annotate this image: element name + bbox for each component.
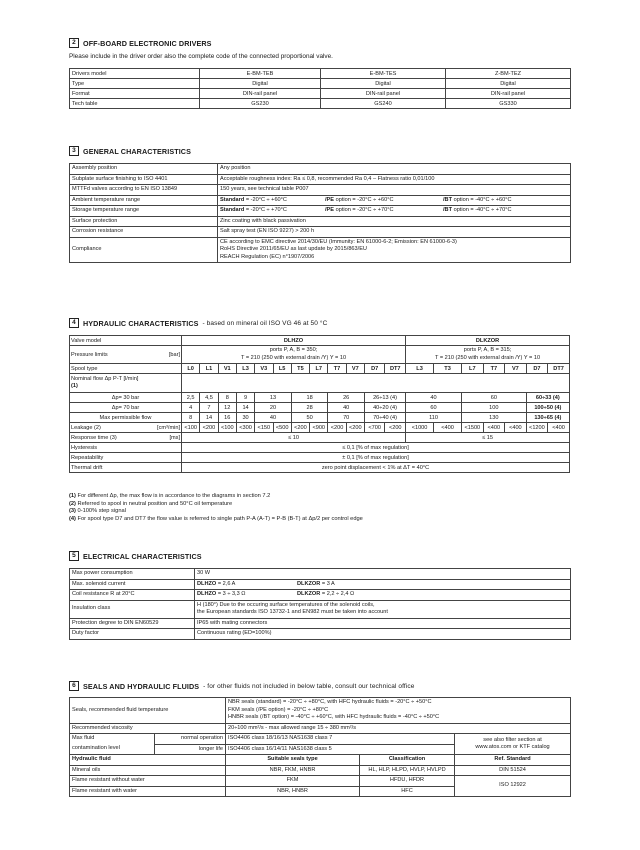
model-dlhzo: DLHZO (182, 336, 406, 346)
table-row (70, 185, 571, 196)
cell: 100 (462, 403, 527, 413)
row-label: Surface protection (70, 216, 218, 227)
pressure-line: T = 210 (250 with external drain /Y) Y = 10 (434, 354, 541, 361)
cell (455, 734, 571, 755)
cell (182, 346, 406, 364)
cell: ≤ 10 (182, 433, 406, 443)
cell: E-BM-TES (321, 69, 446, 79)
spool-type: D7 (526, 364, 548, 374)
cell: HFC (360, 786, 455, 797)
table-row (70, 69, 571, 79)
cell: Mineral oils (70, 765, 226, 776)
section-title: SEALS AND HYDRAULIC FLUIDS (83, 681, 200, 691)
cell: ISO 12922 (455, 776, 571, 797)
spool-type: L1 (200, 364, 218, 374)
cell: 70 (328, 413, 365, 423)
row-label: Compliance (70, 237, 218, 263)
drivers-table (69, 68, 571, 109)
cell: 110 (406, 413, 462, 423)
section-3-header (69, 146, 191, 156)
section-2-note: Please include in the driver order also the complete code of the connected proportional valve. (69, 53, 333, 60)
spool-type: V1 (218, 364, 236, 374)
model-label: DLHZO (197, 591, 217, 597)
cell: 130 (462, 413, 527, 423)
cell: IP65 with mating connectors (195, 618, 571, 629)
value: = -20°C ÷ +60°C (245, 196, 287, 203)
response-row (70, 433, 570, 443)
section-number: 3 (69, 146, 79, 156)
cell: <200 (385, 423, 406, 433)
label-standard: Standard (220, 196, 245, 203)
model-label: DLKZOR (297, 591, 321, 597)
row-label: Δp= 70 bar (70, 403, 182, 413)
cell: <100 (182, 423, 200, 433)
section-2-header (69, 38, 212, 48)
table-row (70, 698, 571, 724)
footnote-ref: (1) (69, 493, 76, 499)
table-row (70, 336, 570, 346)
footnote-text: 0-100% step signal (75, 508, 126, 515)
cell: 40 (255, 413, 292, 423)
cell: 60÷33 (4) (526, 393, 569, 403)
cell: 70÷40 (4) (364, 413, 405, 423)
table-row (70, 89, 571, 99)
footnote-text: For spool type D7 and DT7 the flow value is referred to single path P-A (A-T) = P-B (B-T) at Δp/2 per control edge (75, 515, 363, 522)
cell (218, 206, 571, 217)
spool-type: D7 (364, 364, 384, 374)
seals-line: FKM seals (/PE option) = -20°C ÷ +80°C (228, 706, 329, 713)
hydraulic-footnotes (69, 493, 363, 523)
section-number: 6 (69, 681, 79, 691)
spool-type: T5 (291, 364, 309, 374)
table-row (70, 79, 571, 89)
cell: ISO4406 class 16/14/11 NAS1638 class 5 (226, 744, 455, 755)
general-characteristics-table (69, 163, 571, 263)
section-title: OFF-BOARD ELECTRONIC DRIVERS (83, 38, 212, 48)
footnote (69, 516, 363, 524)
cell (182, 374, 570, 384)
pressure-line: T = 210 (250 with external drain /Y) Y = 10 (240, 354, 347, 361)
insulation-line: the European standards ISO 13732-1 and EN982 must be taken into account (197, 609, 388, 615)
label-bt: /BT (443, 207, 453, 213)
table-row (70, 463, 570, 473)
table-row (70, 443, 570, 453)
section-number: 5 (69, 551, 79, 561)
cell: 16 (218, 413, 236, 423)
cell: <150 (255, 423, 273, 433)
row-label: Corrosion resistance (70, 227, 218, 238)
label-standard: Standard (220, 207, 245, 213)
cell: DIN-rail panel (321, 89, 446, 99)
cell: <500 (273, 423, 291, 433)
cell: FKM (226, 776, 360, 787)
cell: Digital (446, 79, 571, 89)
row-label: Protection degree to DIN EN60529 (70, 618, 195, 629)
cell: 100÷50 (4) (526, 403, 569, 413)
value: = 2,2 ÷ 2,4 Ω (321, 591, 355, 597)
spool-type: T7 (483, 364, 505, 374)
cell: 4,5 (200, 393, 218, 403)
cell: Digital (200, 79, 321, 89)
cell: ≤ 15 (406, 433, 570, 443)
label: Nominal flow Δp P-T (71, 375, 122, 382)
cell (226, 698, 571, 724)
cell: HFDU, HFDR (360, 776, 455, 787)
table-row (70, 600, 571, 618)
model-dlkzor: DLKZOR (406, 336, 570, 346)
value: option = -40°C ÷ +70°C (453, 207, 512, 213)
cell: DIN-rail panel (446, 89, 571, 99)
cell: GS230 (200, 99, 321, 109)
leakage-row (70, 423, 570, 433)
table-header-row (70, 755, 571, 766)
row-label: Tech table (70, 99, 200, 109)
flow-row-max (70, 413, 570, 423)
cell: <900 (310, 423, 328, 433)
table-row (70, 723, 571, 734)
cell: <1500 (462, 423, 484, 433)
row-label: Thermal drift (70, 463, 182, 473)
spool-type: L3 (406, 364, 434, 374)
cell: <200 (346, 423, 364, 433)
table-row (70, 195, 571, 206)
row-label: Seals, recommended fluid temperature (70, 698, 226, 724)
row-label: contamination level (70, 744, 155, 755)
cell: 50 (291, 413, 328, 423)
cell: DIN-rail panel (200, 89, 321, 99)
cell: DIN 51524 (455, 765, 571, 776)
footnote-ref: (2) (69, 500, 76, 507)
cell: 13 (255, 393, 292, 403)
section-4-header (69, 318, 327, 328)
cell: 14 (200, 413, 218, 423)
spool-type: L5 (273, 364, 291, 374)
flow-row-70bar (70, 403, 570, 413)
cell: 14 (236, 403, 254, 413)
cell: 30 (236, 413, 254, 423)
cell: ≤ 0,1 [% of max regulation] (182, 443, 570, 453)
section-number: 2 (69, 38, 79, 48)
row-label (70, 374, 182, 393)
row-label: Max permissible flow (70, 413, 182, 423)
table-row (70, 629, 571, 640)
cell: <400 (434, 423, 462, 433)
table-row (70, 99, 571, 109)
cell: <1200 (526, 423, 548, 433)
table-row (70, 164, 571, 175)
value: = -20°C ÷ +70°C (245, 207, 287, 213)
cell: 26 (328, 393, 365, 403)
table-row (70, 227, 571, 238)
spool-type: DT7 (548, 364, 570, 374)
note-ref: (1) (71, 383, 78, 389)
pressure-line: ports P, A, B = 315; (463, 347, 512, 353)
row-label: Max power consumption (70, 569, 195, 580)
value: option = -20°C ÷ +70°C (335, 207, 394, 213)
row-label: Insulation class (70, 600, 195, 618)
cell: 18 (291, 393, 328, 403)
cell: 2,5 (182, 393, 200, 403)
seals-fluids-table (69, 697, 571, 797)
label-pe: /PE (325, 196, 335, 203)
table-row (70, 579, 571, 590)
spool-type: V7 (505, 364, 527, 374)
value: option = -40°C ÷ +60°C (453, 196, 512, 203)
spool-type: L3 (236, 364, 254, 374)
cell: 8 (182, 413, 200, 423)
cell: ISO4406 class 18/16/13 NAS1638 class 7 (226, 734, 455, 745)
row-label: Recommended viscosity (70, 723, 226, 734)
row-label (70, 433, 182, 443)
spool-type: V3 (255, 364, 273, 374)
label-bt: /BT (443, 196, 453, 203)
table-row (70, 374, 570, 384)
label: Response time (3) (71, 434, 117, 441)
unit: [ms] (169, 434, 181, 441)
row-sublabel: longer life (155, 744, 226, 755)
row-label: Max. solenoid current (70, 579, 195, 590)
cell: Any position (218, 164, 571, 175)
column-header: Classification (360, 755, 455, 766)
cell: Acceptable roughness index: Ra ≤ 0,8, recommended Ra 0,4 – Flatness ratio 0,01/100 (218, 174, 571, 185)
footnote-ref: (4) (69, 515, 76, 522)
section-title: GENERAL CHARACTERISTICS (83, 146, 191, 156)
unit: [bar] (168, 351, 181, 358)
cell: NBR, HNBR (226, 786, 360, 797)
cell (195, 600, 571, 618)
compliance-line: REACH Regulation (EC) n°1907/2006 (220, 253, 315, 260)
row-label: Valve model (70, 336, 182, 346)
column-header: Suitable seals type (226, 755, 360, 766)
cell: Continuous rating (ED=100%) (195, 629, 571, 640)
row-label: Format (70, 89, 200, 99)
unit: [cm³/min] (157, 424, 181, 431)
cell: Flame resistant without water (70, 776, 226, 787)
table-row (70, 618, 571, 629)
value: option = -20°C ÷ +60°C (335, 196, 394, 203)
model-label: DLHZO (197, 580, 217, 587)
compliance-line: CE according to EMC directive 2014/30/EU (Immunity: EN 61000-6-2; Emission: EN 61000-6-3) (220, 238, 457, 245)
cell: 9 (236, 393, 254, 403)
filter-note: www.atos.com or KTF catalog (475, 744, 550, 750)
cell: E-BM-TEB (200, 69, 321, 79)
spool-type: L7 (310, 364, 328, 374)
cell (406, 346, 570, 364)
unit: [l/min] (123, 375, 139, 382)
table-row (70, 569, 571, 580)
pressure-line: ports P, A, B = 350; (269, 347, 318, 353)
spool-type: V7 (346, 364, 364, 374)
cell: <400 (505, 423, 527, 433)
label: Leakage (2) (71, 424, 101, 431)
cell: 60 (462, 393, 527, 403)
cell: Zinc coating with black passivation (218, 216, 571, 227)
table-row (70, 206, 571, 217)
row-label: Δp= 30 bar (70, 393, 182, 403)
row-label: Hysteresis (70, 443, 182, 453)
cell (195, 579, 571, 590)
cell: <200 (291, 423, 309, 433)
filter-note: see also filter section at (483, 736, 542, 743)
footnote-ref: (3) (69, 508, 76, 515)
cell: Salt spray test (EN ISO 9227) > 200 h (218, 227, 571, 238)
spool-type: L0 (182, 364, 200, 374)
cell: Flame resistant with water (70, 786, 226, 797)
table-row (70, 765, 571, 776)
row-label: Coil resistance R at 20°C (70, 590, 195, 601)
seals-line: NBR seals (standard) = -20°C ÷ +80°C, with HFC hydraulic fluids = -20°C ÷ +50°C (228, 699, 432, 705)
cell: 20÷100 mm²/s - max allowed range 15 ÷ 380 mm²/s (226, 723, 571, 734)
cell: <100 (218, 423, 236, 433)
column-header: Hydraulic fluid (70, 755, 226, 766)
cell: 150 years, see technical table P007 (218, 185, 571, 196)
row-label (70, 346, 182, 364)
cell: 12 (218, 403, 236, 413)
cell: <700 (364, 423, 384, 433)
table-row (70, 453, 570, 463)
model-label: DLKZOR (297, 580, 321, 587)
footnote (69, 508, 363, 516)
section-title: HYDRAULIC CHARACTERISTICS (83, 318, 199, 328)
row-label: Duty factor (70, 629, 195, 640)
table-row (70, 237, 571, 263)
cell: 4 (182, 403, 200, 413)
row-label: Max fluid (70, 734, 155, 745)
section-5-header (69, 551, 202, 561)
footnote (69, 501, 363, 509)
cell: 8 (218, 393, 236, 403)
cell (195, 590, 571, 601)
cell: <400 (483, 423, 505, 433)
cell: GS330 (446, 99, 571, 109)
label: Pressure limits (71, 351, 108, 358)
cell: HL, HLP, HLPD, HVLP, HVLPD (360, 765, 455, 776)
footnote-text: Referred to spool in neutral position and 50°C oil temperature (75, 500, 233, 507)
row-label: Assembly position (70, 164, 218, 175)
flow-row-30bar (70, 393, 570, 403)
cell: Z-BM-TEZ (446, 69, 571, 79)
cell: 26÷13 (4) (364, 393, 405, 403)
cell (218, 237, 571, 263)
spool-type: T3 (434, 364, 462, 374)
electrical-characteristics-table (69, 568, 571, 640)
row-sublabel: normal operation (155, 734, 226, 745)
cell: <1000 (406, 423, 434, 433)
row-label: Ambient temperature range (70, 195, 218, 206)
label-pe: /PE (325, 207, 335, 213)
cell: 20 (255, 403, 292, 413)
cell: zero point displacement < 1% at ΔT = 40°C (182, 463, 570, 473)
cell: 40 (406, 393, 462, 403)
cell: 7 (200, 403, 218, 413)
cell: <200 (328, 423, 346, 433)
spool-type: DT7 (385, 364, 406, 374)
section-subtitle: - based on mineral oil ISO VG 46 at 50 °C (202, 319, 328, 327)
cell: 60 (406, 403, 462, 413)
cell: 30 W (195, 569, 571, 580)
cell: <300 (236, 423, 254, 433)
cell: 40 (328, 403, 365, 413)
row-label: Spool type (70, 364, 182, 374)
table-row (70, 776, 571, 787)
section-subtitle: - for other fluids not included in below table, consult our technical office (203, 682, 415, 690)
insulation-line: H (180°) Due to the occuring surface temperatures of the solenoid coils, (197, 601, 375, 608)
cell: NBR, FKM, HNBR (226, 765, 360, 776)
cell: <200 (200, 423, 218, 433)
section-6-header (69, 681, 414, 691)
footnote-text: For different Δp, the max flow is in accordance to the diagrams in section 7.2 (75, 493, 271, 499)
cell: <400 (548, 423, 570, 433)
cell: ± 0,1 [% of max regulation] (182, 453, 570, 463)
row-label: Storage temperature range (70, 206, 218, 217)
table-row (70, 734, 571, 745)
table-row (70, 174, 571, 185)
value: = 3 A (321, 580, 335, 587)
cell: 40÷20 (4) (364, 403, 405, 413)
cell: Digital (321, 79, 446, 89)
row-label: Repeatability (70, 453, 182, 463)
section-number: 4 (69, 318, 79, 328)
section-title: ELECTRICAL CHARACTERISTICS (83, 551, 202, 561)
table-row (70, 346, 570, 364)
row-label: Subplate surface finishing to ISO 4401 (70, 174, 218, 185)
cell (182, 383, 570, 393)
cell: 28 (291, 403, 328, 413)
value: = 3 ÷ 3,3 Ω (217, 591, 246, 597)
table-row (70, 216, 571, 227)
spool-type: T7 (328, 364, 346, 374)
value: = 2,6 A (217, 580, 236, 587)
compliance-line: RoHS Directive 2011/65/EU as last update by 2015/863/EU (220, 246, 367, 252)
footnote (69, 493, 363, 501)
hydraulic-characteristics-table (69, 335, 570, 473)
cell: GS240 (321, 99, 446, 109)
cell: 130÷65 (4) (526, 413, 569, 423)
cell (218, 195, 571, 206)
table-row (70, 590, 571, 601)
row-label: MTTFd valves according to EN ISO 13849 (70, 185, 218, 196)
row-label: Drivers model (70, 69, 200, 79)
spool-type-row (70, 364, 570, 374)
row-label (70, 423, 182, 433)
row-label: Type (70, 79, 200, 89)
seals-line: HNBR seals (/BT option) = -40°C ÷ +60°C, with HFC hydraulic fluids = -40°C ÷ +50°C (228, 714, 440, 720)
column-header: Ref. Standard (455, 755, 571, 766)
spool-type: L7 (462, 364, 484, 374)
